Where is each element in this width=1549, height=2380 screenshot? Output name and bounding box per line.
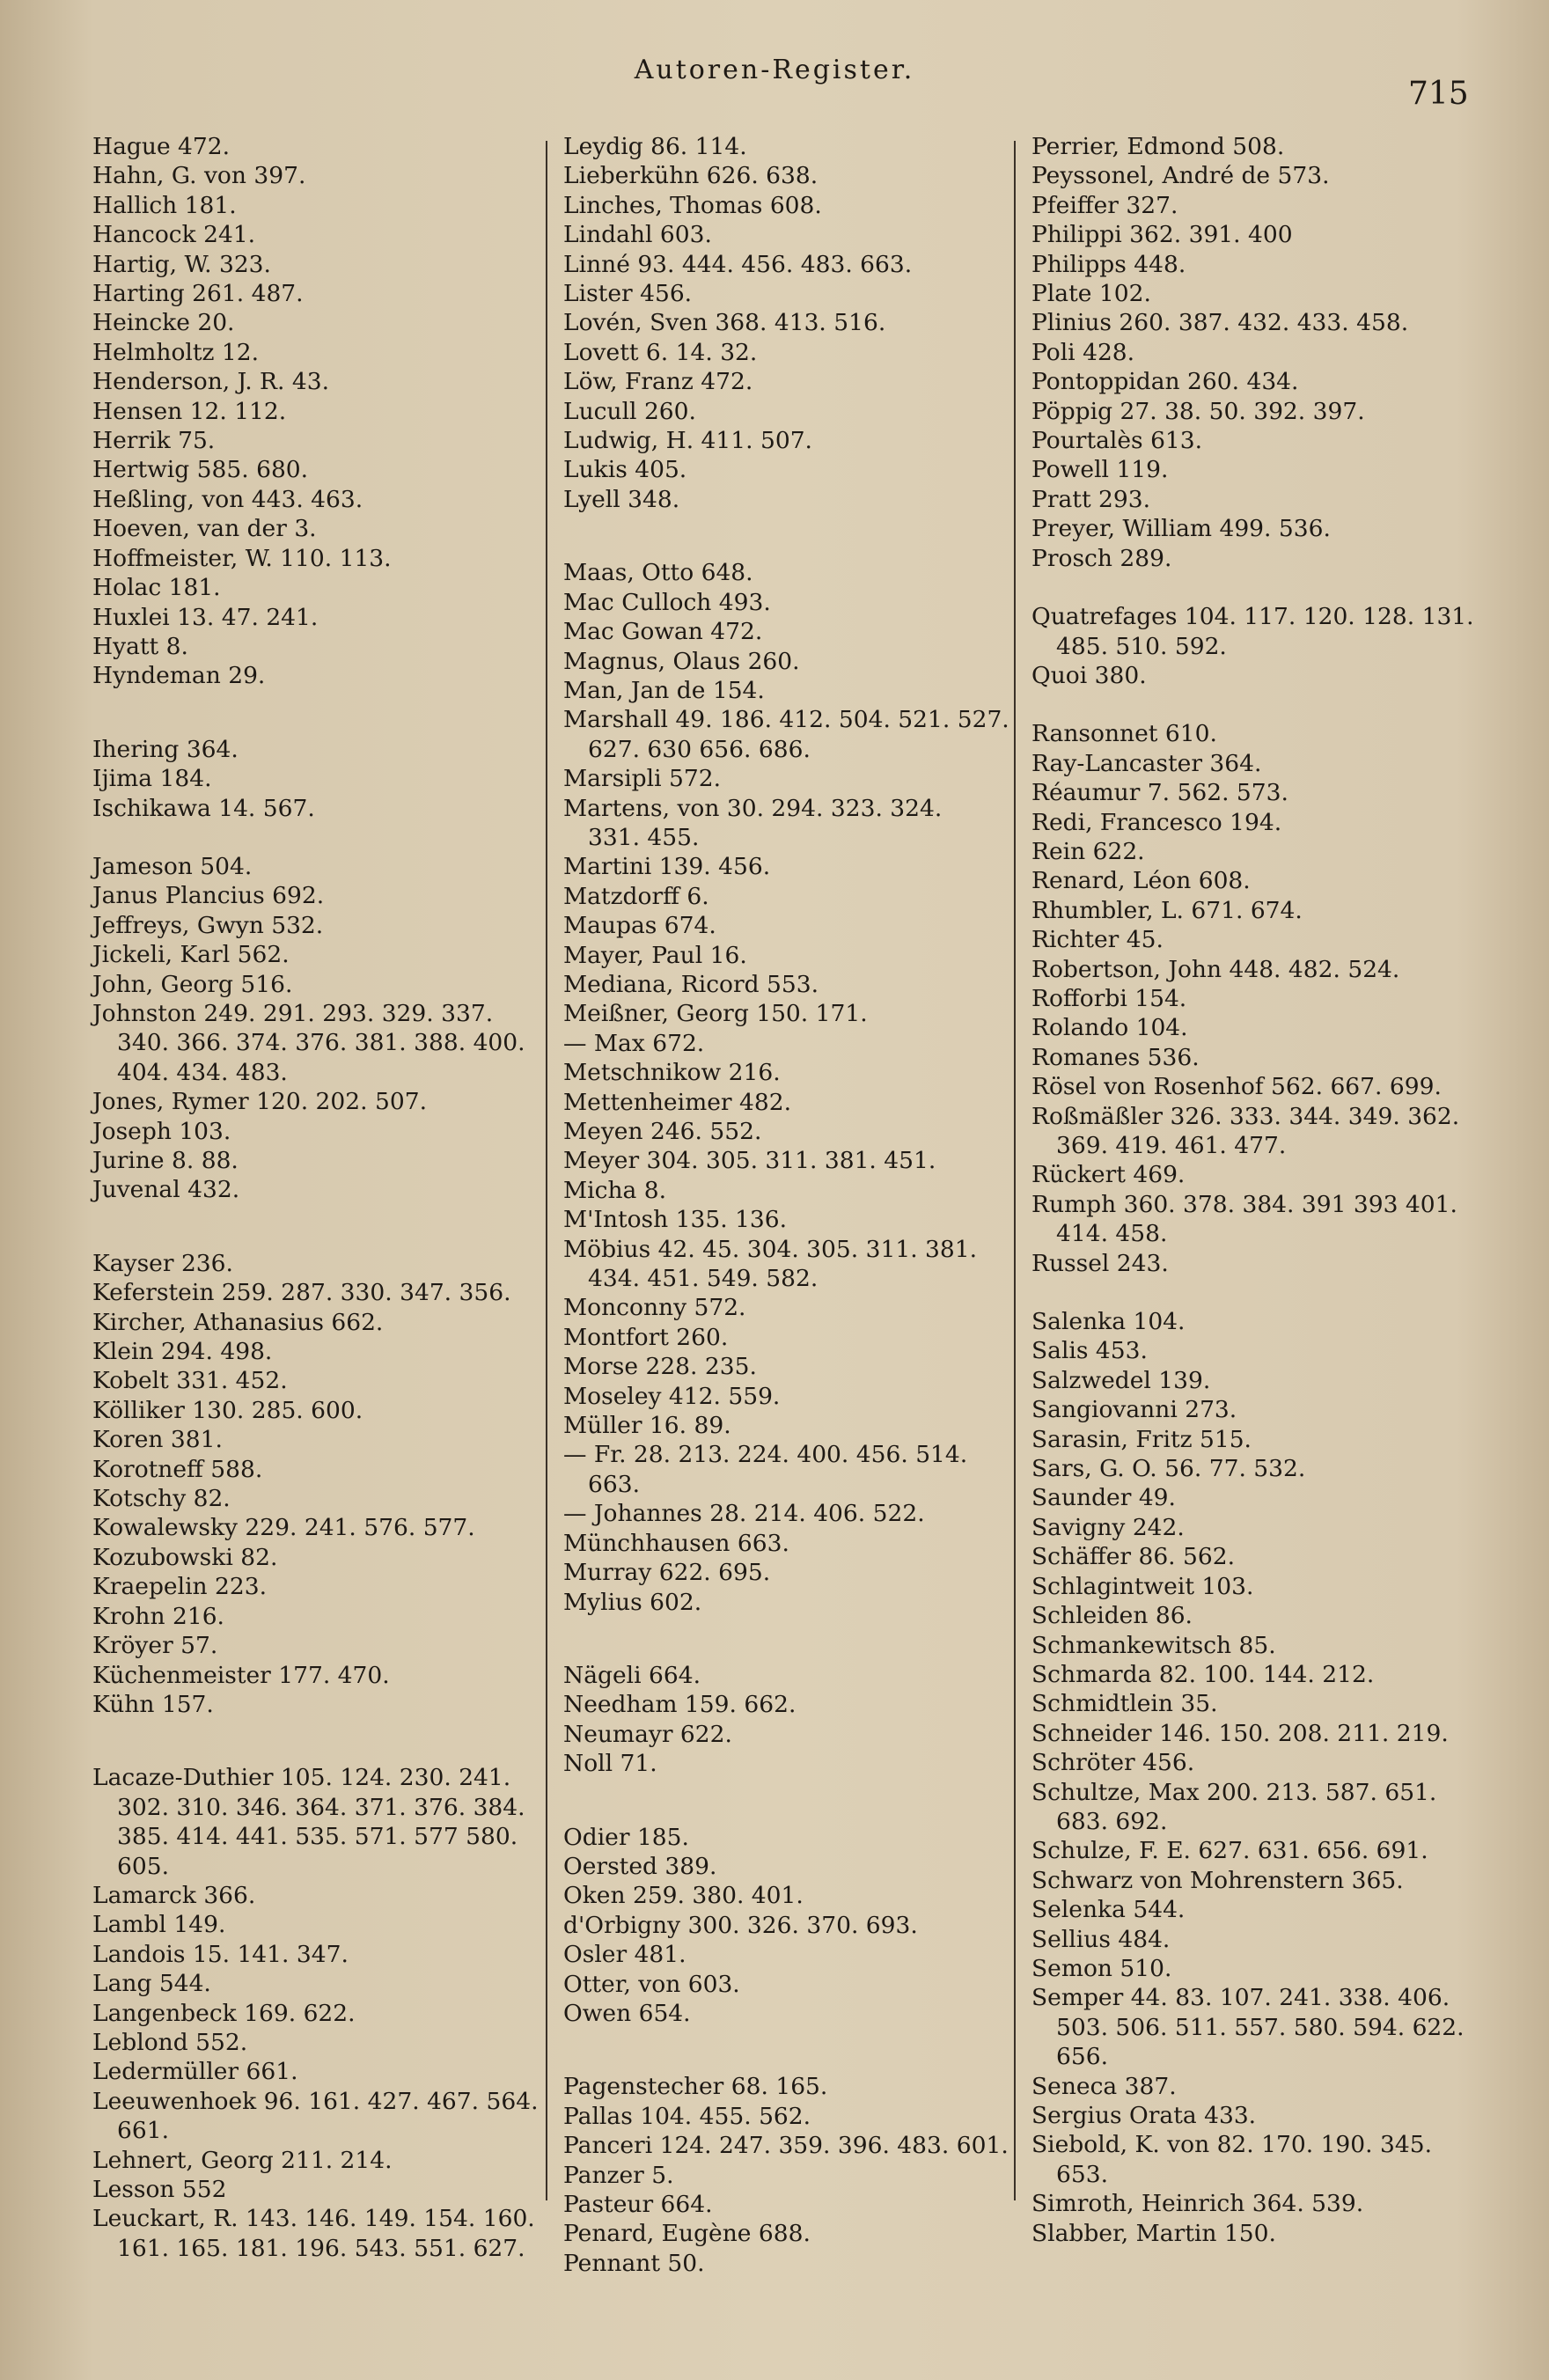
index-entry: Jurine 8. 88. <box>92 1147 239 1174</box>
entry-group <box>563 1293 1021 1440</box>
index-entry: Sars, G. O. 56. 77. 532. <box>1031 1455 1306 1483</box>
index-entry: Henderson, J. R. 43. <box>92 368 329 396</box>
index-entry: Meißner, Georg 150. 171. <box>563 1000 868 1028</box>
index-entry: Slabber, Martin 150. <box>1031 2219 1276 2247</box>
index-entry: Juvenal 432. <box>92 1176 240 1204</box>
index-entry: Kobelt 331. 452. <box>92 1367 288 1395</box>
entry-group <box>1031 1249 1489 1278</box>
index-entry: Heßling, von 443. 463. <box>92 485 363 513</box>
index-entry: Johnston 249. 291. 293. 329. 337. 340. 366. 374. 376. 381. 388. 400. 404. 434. 483. <box>92 999 525 1086</box>
index-entry: Rückert 469. <box>1031 1161 1186 1189</box>
index-entry: Ransonnet 610. <box>1031 720 1217 748</box>
index-entry: Harting 261. 487. <box>92 280 304 308</box>
index-entry: d'Orbigny 300. 326. 370. 693. <box>563 1911 918 1939</box>
index-entry: Hoeven, van der 3. <box>92 515 317 543</box>
index-entry: Osler 481. <box>563 1941 686 1969</box>
entry-group <box>1031 1160 1489 1189</box>
index-entry: Redi, Francesco 194. <box>1031 808 1282 836</box>
index-entry: Marshall 49. 186. 412. 504. 521. 527. 627. 630 656. 686. <box>563 706 1009 763</box>
index-entry: Owen 654. <box>563 1999 691 2027</box>
index-entry: Hague 472. <box>92 133 231 160</box>
index-entry: Leuckart, R. 143. 146. 149. 154. 160. 161. 165. 181. 196. 543. 551. 627. <box>92 2205 535 2262</box>
index-entry: Réaumur 7. 562. 573. <box>1031 779 1288 807</box>
index-entry: Kotschy 82. <box>92 1485 231 1513</box>
index-entry: Helmholtz 12. <box>92 338 260 366</box>
index-entry: Montfort 260. <box>563 1323 729 1351</box>
index-entry: Philippi 362. 391. 400 <box>1031 221 1293 249</box>
index-entry: Müller 16. 89. <box>563 1412 731 1440</box>
index-entry: Oken 259. 380. 401. <box>563 1882 804 1910</box>
index-entry: Saunder 49. <box>1031 1484 1176 1512</box>
index-entry: Odier 185. <box>563 1823 689 1851</box>
index-entry: Janus Plancius 692. <box>92 882 325 910</box>
entry-group <box>92 2146 550 2205</box>
index-entry: Heincke 20. <box>92 309 235 337</box>
entry-group <box>1031 661 1489 690</box>
index-entry: John, Georg 516. <box>92 970 293 998</box>
index-entry: Philipps 448. <box>1031 250 1186 278</box>
index-entry: Klein 294. 498. <box>92 1338 273 1366</box>
index-entry: Küchenmeister 177. 470. <box>92 1661 390 1689</box>
entry-group <box>563 1499 1021 1617</box>
index-entry: Leydig 86. 114. <box>563 133 747 160</box>
index-entry: Rolando 104. <box>1031 1014 1188 1042</box>
index-entry: Oersted 389. <box>563 1852 717 1880</box>
index-entry: M'Intosh 135. 136. <box>563 1206 788 1234</box>
index-entry: Selenka 544. <box>1031 1896 1186 1924</box>
index-entry: Landois 15. 141. 347. <box>92 1940 349 1968</box>
index-entry: Joseph 103. <box>92 1117 231 1145</box>
index-entry: Mylius 602. <box>563 1588 702 1616</box>
index-entry: Jameson 504. <box>92 852 253 880</box>
index-entry: Lang 544. <box>92 1970 211 1998</box>
entry-group <box>1031 1307 1489 1778</box>
index-entry: Sellius 484. <box>1031 1925 1171 1953</box>
index-entry: Schmidtlein 35. <box>1031 1690 1218 1718</box>
index-entry: Lehnert, Georg 211. 214. <box>92 2146 393 2174</box>
index-entry: Lucull 260. <box>563 397 696 425</box>
index-entry: Plate 102. <box>1031 280 1151 308</box>
index-entry: Metschnikow 216. <box>563 1059 781 1087</box>
index-entry: Neumayr 622. <box>563 1720 732 1748</box>
index-entry: Hallich 181. <box>92 191 237 219</box>
index-entry: Koren 381. <box>92 1426 223 1454</box>
index-entry: Hoffmeister, W. 110. 113. <box>92 544 392 572</box>
index-entry: Morse 228. 235. <box>563 1353 757 1381</box>
index-entry: Pennant 50. <box>563 2249 705 2277</box>
index-entry: Schneider 146. 150. 208. 211. 219. <box>1031 1719 1449 1747</box>
index-entry: Magnus, Olaus 260. <box>563 647 800 675</box>
index-entry: Schwarz von Mohrenstern 365. <box>1031 1866 1404 1894</box>
index-entry: Panceri 124. 247. 359. 396. 483. 601. <box>563 2132 1009 2160</box>
index-entry: Kayser 236. <box>92 1249 233 1277</box>
index-entry: Renard, Léon 608. <box>1031 867 1251 895</box>
index-entry: Kühn 157. <box>92 1690 214 1718</box>
entry-group <box>92 1087 550 1205</box>
index-entry: Pöppig 27. 38. 50. 392. 397. <box>1031 397 1365 425</box>
index-entry: Jones, Rymer 120. 202. 507. <box>92 1088 427 1116</box>
entry-group <box>563 558 1021 705</box>
entry-group <box>1031 2189 1489 2248</box>
index-column-2 <box>563 132 1021 2278</box>
index-entry: Prosch 289. <box>1031 544 1172 572</box>
index-entry: Pratt 293. <box>1031 485 1151 513</box>
index-entry: Lamarck 366. <box>92 1881 256 1909</box>
index-entry: Ray-Lancaster 364. <box>1031 749 1262 777</box>
index-entry: Mediana, Ricord 553. <box>563 970 819 998</box>
index-entry: Murray 622. 695. <box>563 1559 771 1587</box>
index-entry: Penard, Eugène 688. <box>563 2220 811 2248</box>
index-column-3 <box>1031 132 1489 2248</box>
index-entry: Plinius 260. 387. 432. 433. 458. <box>1031 309 1409 337</box>
index-entry: Sangiovanni 273. <box>1031 1396 1237 1424</box>
index-entry: Needham 159. 662. <box>563 1691 797 1719</box>
index-entry: Schmankewitsch 85. <box>1031 1631 1276 1659</box>
index-entry: Keferstein 259. 287. 330. 347. 356. <box>92 1279 511 1307</box>
index-entry: Maupas 674. <box>563 912 716 940</box>
running-header: Autoren-Register. <box>634 55 915 85</box>
index-entry: Mettenheimer 482. <box>563 1088 791 1116</box>
index-entry: Marsipli 572. <box>563 765 722 793</box>
index-entry: Leeuwenhoek 96. 161. 427. 467. 564. 661. <box>92 2087 539 2145</box>
index-entry: Pasteur 664. <box>563 2191 713 2218</box>
index-entry: Huxlei 13. 47. 241. <box>92 603 319 631</box>
entry-group <box>92 1881 550 2087</box>
index-entry: Noll 71. <box>563 1750 657 1778</box>
entry-group <box>1031 132 1489 573</box>
index-entry: Kröyer 57. <box>92 1632 218 1660</box>
index-entry: Rumph 360. 378. 384. 391 393 401. 414. 458. <box>1031 1190 1457 1248</box>
index-entry: Robertson, John 448. 482. 524. <box>1031 955 1400 983</box>
index-entry: Hertwig 585. 680. <box>92 456 309 484</box>
entry-group <box>92 735 550 823</box>
index-entry: Rein 622. <box>1031 837 1145 865</box>
index-entry: Salenka 104. <box>1031 1308 1186 1336</box>
index-entry: Rhumbler, L. 671. 674. <box>1031 896 1303 924</box>
index-entry: Micha 8. <box>563 1176 667 1204</box>
index-entry: Münchhausen 663. <box>563 1529 789 1557</box>
index-entry: Mac Culloch 493. <box>563 588 771 616</box>
index-entry: Matzdorff 6. <box>563 882 709 910</box>
index-entry: Schlagintweit 103. <box>1031 1572 1254 1600</box>
index-entry: Langenbeck 169. 622. <box>92 1999 356 2027</box>
index-entry: Sergius Orata 433. <box>1031 2102 1257 2129</box>
index-entry: Pourtalès 613. <box>1031 427 1203 455</box>
index-entry: Ledermüller 661. <box>92 2058 298 2086</box>
index-entry: Pallas 104. 455. 562. <box>563 2102 811 2130</box>
entry-group <box>1031 1836 1489 1983</box>
entry-group <box>1031 719 1489 1101</box>
index-entry: Semper 44. 83. 107. 241. 338. 406. 503. 506. 511. 557. 580. 594. 622. 656. <box>1031 1984 1465 2071</box>
index-entry: Linches, Thomas 608. <box>563 191 822 219</box>
index-entry: Rösel von Rosenhof 562. 667. 699. <box>1031 1073 1442 1101</box>
index-entry: Preyer, William 499. 536. <box>1031 515 1331 543</box>
index-entry: Hyatt 8. <box>92 632 188 660</box>
index-entry: Schäffer 86. 562. <box>1031 1543 1236 1571</box>
index-entry: Kozubowski 82. <box>92 1543 278 1571</box>
index-entry: Schröter 456. <box>1031 1749 1195 1777</box>
index-entry: Lyell 348. <box>563 485 680 513</box>
index-entry: Lesson 552 <box>92 2176 227 2203</box>
index-entry: Martini 139. 456. <box>563 853 771 881</box>
index-entry: Möbius 42. 45. 304. 305. 311. 381. 434. 451. 549. 582. <box>563 1235 978 1293</box>
index-entry: Roßmäßler 326. 333. 344. 349. 362. 369. 419. 461. 477. <box>1031 1102 1460 1159</box>
index-entry: Poli 428. <box>1031 338 1135 366</box>
index-entry: Salis 453. <box>1031 1337 1148 1365</box>
index-entry: Hancock 241. <box>92 221 256 249</box>
index-entry: Rofforbi 154. <box>1031 984 1187 1012</box>
index-entry: Leblond 552. <box>92 2028 248 2056</box>
index-entry: Hensen 12. 112. <box>92 397 287 425</box>
index-entry: Linné 93. 444. 456. 483. 663. <box>563 250 913 278</box>
index-entry: Romanes 536. <box>1031 1043 1200 1071</box>
index-entry: Meyer 304. 305. 311. 381. 451. <box>563 1147 936 1175</box>
index-entry: Lambl 149. <box>92 1911 226 1939</box>
index-entry: Russel 243. <box>1031 1249 1169 1277</box>
index-entry: Holac 181. <box>92 574 221 602</box>
index-entry: Peyssonel, André de 573. <box>1031 162 1330 190</box>
index-entry: Schulze, F. E. 627. 631. 656. 691. <box>1031 1837 1428 1865</box>
index-entry: Ischikawa 14. 567. <box>92 794 315 822</box>
index-entry: Mac Gowan 472. <box>563 618 763 646</box>
index-entry: Jeffreys, Gwyn 532. <box>92 911 324 939</box>
index-entry: — Max 672. <box>563 1029 705 1057</box>
index-entry: Jickeli, Karl 562. <box>92 941 290 969</box>
index-entry: Martens, von 30. 294. 323. 324. 331. 455. <box>563 794 943 851</box>
index-entry: Semon 510. <box>1031 1954 1172 1982</box>
index-entry: Monconny 572. <box>563 1294 746 1322</box>
index-column-1 <box>92 132 550 2263</box>
entry-group <box>563 132 1021 514</box>
entry-group <box>563 1823 1021 2029</box>
page-number: 715 <box>1408 76 1469 112</box>
index-entry: Lieberkühn 626. 638. <box>563 162 819 190</box>
index-entry: Kircher, Athanasius 662. <box>92 1308 384 1336</box>
index-entry: Lister 456. <box>563 280 693 308</box>
index-entry: Lovett 6. 14. 32. <box>563 338 758 366</box>
index-entry: Seneca 387. <box>1031 2072 1177 2100</box>
index-entry: Hartig, W. 323. <box>92 250 271 278</box>
index-entry: Kowalewsky 229. 241. 576. 577. <box>92 1514 475 1542</box>
index-entry: — Johannes 28. 214. 406. 522. <box>563 1500 925 1528</box>
index-entry: Ihering 364. <box>92 735 239 763</box>
index-entry: Lindahl 603. <box>563 221 712 249</box>
entry-group <box>92 1249 550 1720</box>
entry-group <box>92 852 550 999</box>
index-entry: Herrik 75. <box>92 427 216 455</box>
index-entry: Krohn 216. <box>92 1602 224 1630</box>
entry-group <box>1031 2072 1489 2131</box>
index-entry: Pfeiffer 327. <box>1031 191 1178 219</box>
index-entry: Ludwig, H. 411. 507. <box>563 427 812 455</box>
index-entry: Panzer 5. <box>563 2161 674 2189</box>
index-entry: Löw, Franz 472. <box>563 368 753 396</box>
index-entry: Quoi 380. <box>1031 661 1147 689</box>
index-entry: Pontoppidan 260. 434. <box>1031 368 1299 396</box>
entry-group <box>563 764 1021 793</box>
index-entry: Kölliker 130. 285. 600. <box>92 1396 363 1424</box>
index-entry: Man, Jan de 154. <box>563 676 765 704</box>
index-entry: Schmarda 82. 100. 144. 212. <box>1031 1660 1375 1688</box>
entry-group <box>563 852 1021 1234</box>
index-entry: Pagenstecher 68. 165. <box>563 2073 828 2101</box>
index-entry: Salzwedel 139. <box>1031 1366 1211 1394</box>
index-entry: Siebold, K. von 82. 170. 190. 345. 653. <box>1031 2131 1433 2188</box>
index-entry: Nägeli 664. <box>563 1661 701 1689</box>
index-entry: — Fr. 28. 213. 224. 400. 456. 514. 663. <box>563 1441 968 1498</box>
index-entry: Schultze, Max 200. 213. 587. 651. 683. 692. <box>1031 1778 1437 1835</box>
index-entry: Powell 119. <box>1031 456 1169 484</box>
entry-group <box>563 1661 1021 1779</box>
index-entry: Richter 45. <box>1031 926 1164 954</box>
index-entry: Sarasin, Fritz 515. <box>1031 1425 1252 1453</box>
index-entry: Lacaze-Duthier 105. 124. 230. 241. 302. 310. 346. 364. 371. 376. 384. 385. 414. 441. 535. 571. 577 580. 605. <box>92 1764 525 1880</box>
index-entry: Savigny 242. <box>1031 1513 1185 1541</box>
index-entry: Quatrefages 104. 117. 120. 128. 131. 485. 510. 592. <box>1031 603 1474 660</box>
index-entry: Ijima 184. <box>92 765 212 793</box>
index-entry: Otter, von 603. <box>563 1970 740 1998</box>
index-entry: Meyen 246. 552. <box>563 1118 762 1145</box>
index-entry: Moseley 412. 559. <box>563 1382 781 1410</box>
entry-group <box>563 2072 1021 2278</box>
index-entry: Schleiden 86. <box>1031 1602 1193 1630</box>
entry-group <box>92 132 550 691</box>
index-entry: Perrier, Edmond 508. <box>1031 133 1285 160</box>
index-entry: Maas, Otto 648. <box>563 559 753 587</box>
index-entry: Mayer, Paul 16. <box>563 941 747 969</box>
index-entry: Simroth, Heinrich 364. 539. <box>1031 2190 1364 2218</box>
index-entry: Lukis 405. <box>563 456 687 484</box>
index-entry: Korotneff 588. <box>92 1455 263 1483</box>
index-entry: Hahn, G. von 397. <box>92 162 306 190</box>
index-entry: Hyndeman 29. <box>92 662 266 690</box>
index-entry: Lovén, Sven 368. 413. 516. <box>563 309 886 337</box>
index-entry: Kraepelin 223. <box>92 1573 268 1601</box>
